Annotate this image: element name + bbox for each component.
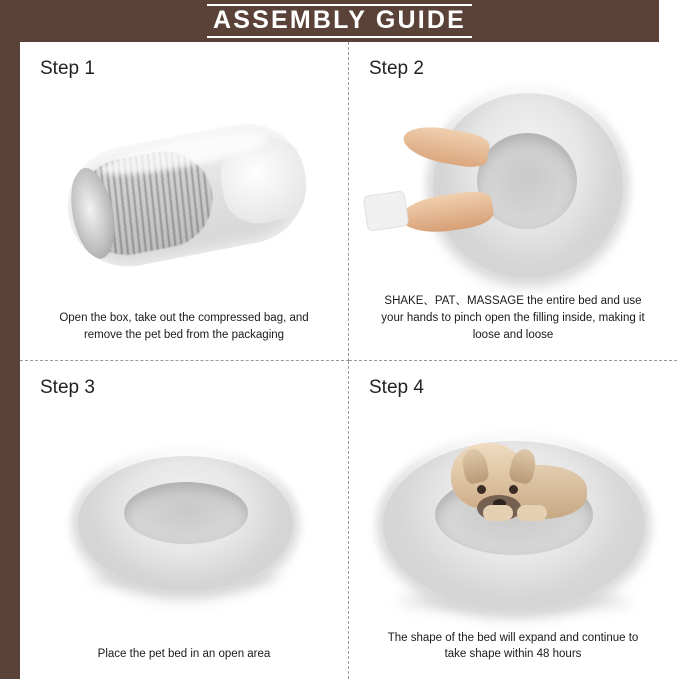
step-image-2 xyxy=(363,80,663,293)
step-cell-4 xyxy=(349,361,677,679)
dog-eye-left xyxy=(477,485,486,494)
pet-bed-shape xyxy=(433,93,623,278)
hands-bed-illustration xyxy=(363,87,663,287)
step-label-3: Step 3 xyxy=(40,376,95,398)
step-label-2: Step 2 xyxy=(369,58,424,79)
dog-ear-left xyxy=(460,447,491,485)
dog-paw-right xyxy=(517,505,547,521)
step-caption-1: Open the box, take out the compressed bag, and remove the pet bed from the packaging xyxy=(59,312,309,341)
steps-grid xyxy=(20,42,659,679)
step-caption-2: SHAKE、PAT、MASSAGE the entire bed and use your hands to pinch open the filling inside, making it loose and loose xyxy=(381,295,645,341)
dog-head xyxy=(451,443,525,509)
step-image-3 xyxy=(34,399,334,647)
step-caption-3: Place the pet bed in an open area xyxy=(97,648,271,661)
dog-illustration xyxy=(439,419,589,529)
pet-bed-shape xyxy=(78,456,293,591)
step-image-4 xyxy=(363,399,663,630)
step-label-4: Step 4 xyxy=(369,376,424,398)
left-brown-band xyxy=(0,0,20,679)
step-caption-4: The shape of the bed will expand and continue to take shape within 48 hours xyxy=(387,631,639,661)
step-cell-1 xyxy=(20,42,349,361)
sleeve-cuff xyxy=(363,190,410,231)
compressed-bag-illustration xyxy=(49,105,319,285)
step-image-1 xyxy=(34,80,334,310)
dog-paw-left xyxy=(483,505,513,521)
dog-eye-right xyxy=(509,485,518,494)
header-bar xyxy=(20,0,659,42)
plastic-bag-shape xyxy=(58,113,316,277)
page-title: ASSEMBLY GUIDE xyxy=(207,4,472,37)
dog-in-bed-illustration xyxy=(363,409,663,619)
pet-bed-inner-well xyxy=(124,482,248,544)
step-cell-2 xyxy=(349,42,677,361)
step-label-1: Step 1 xyxy=(40,58,95,79)
pet-bed-illustration xyxy=(34,430,334,615)
step-cell-3 xyxy=(20,361,349,679)
